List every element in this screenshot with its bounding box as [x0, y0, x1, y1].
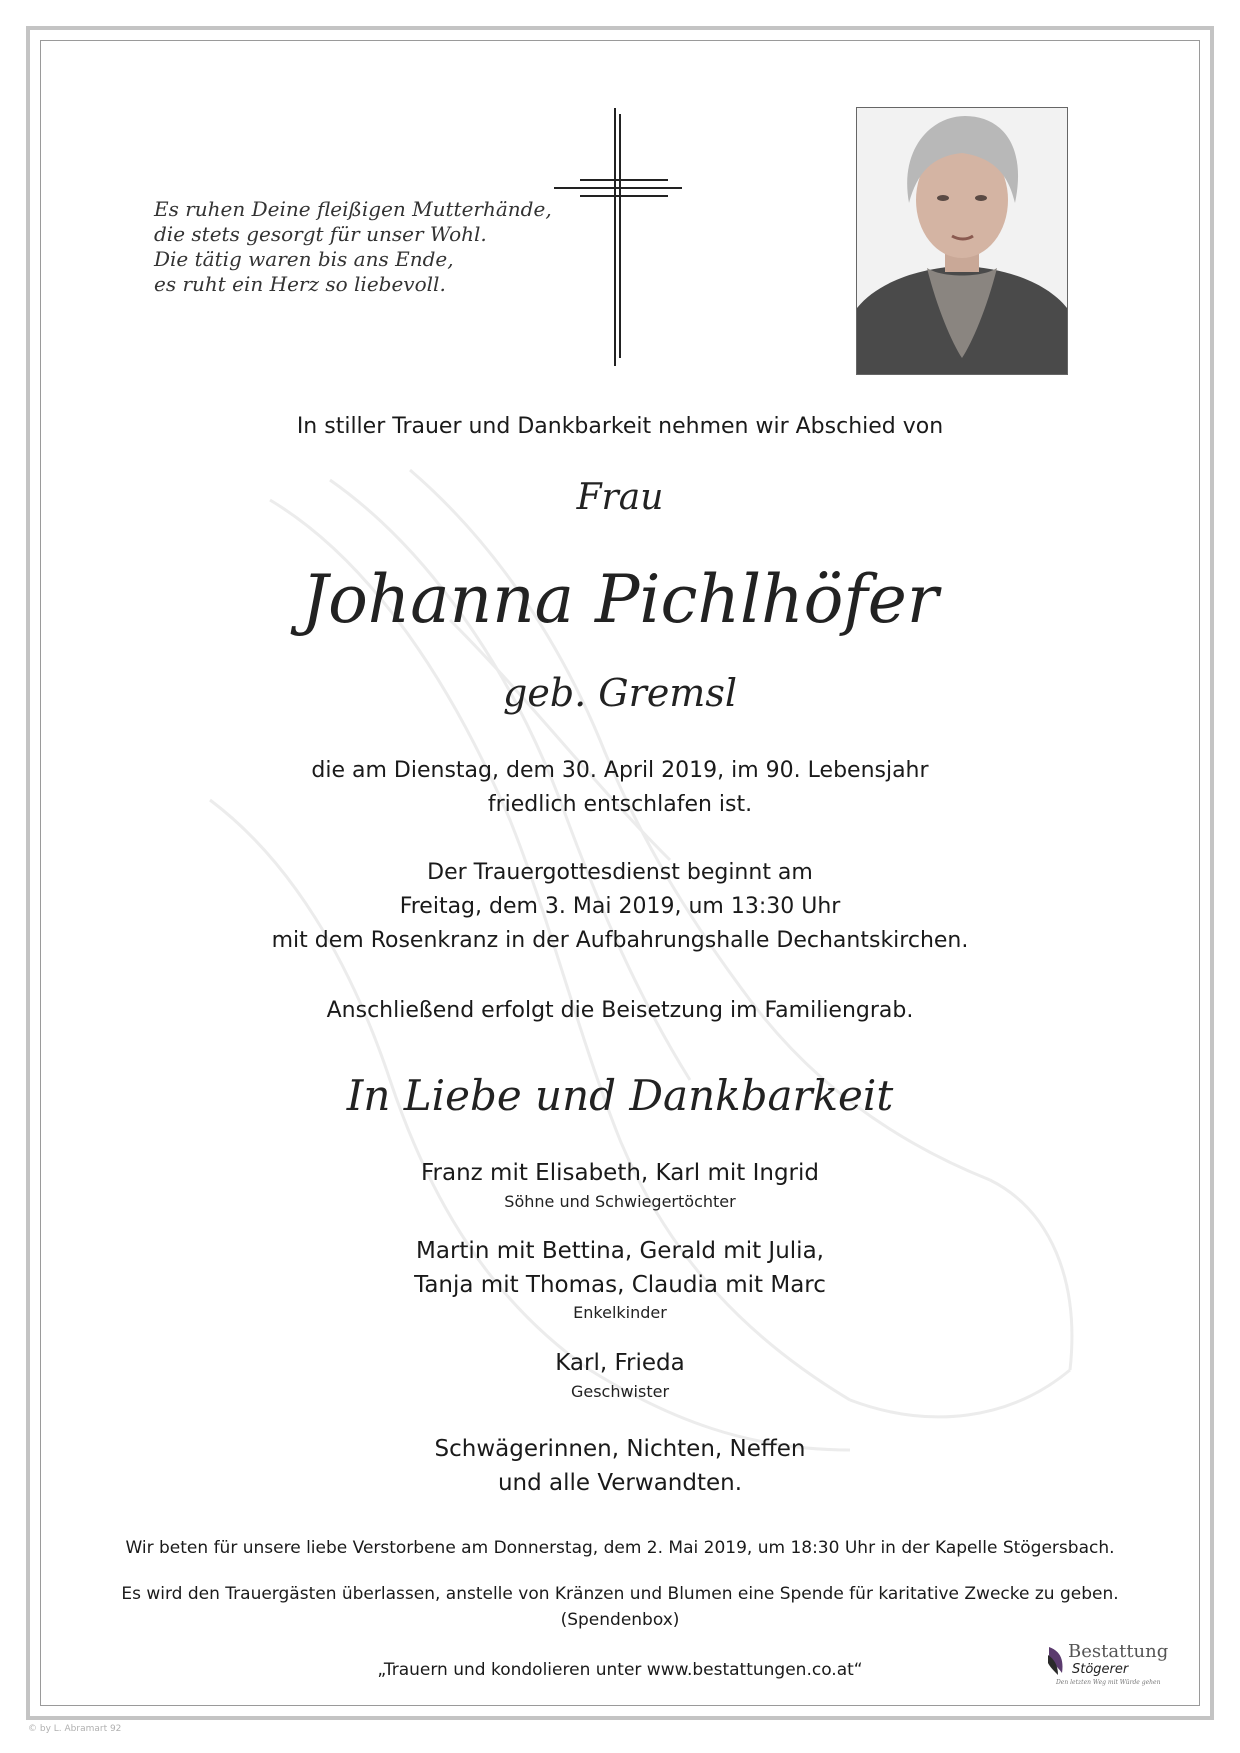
service-line: Der Trauergottesdienst beginnt am — [427, 860, 813, 885]
death-line: die am Dienstag, dem 30. April 2019, im 90. Lebensjahr — [311, 758, 929, 783]
mourner-role: Söhne und Schwiegertöchter — [504, 1192, 736, 1211]
logo-feather-icon — [1046, 1645, 1066, 1677]
portrait-photo — [856, 107, 1068, 375]
cross-icon — [550, 108, 686, 366]
love-heading: In Liebe und Dankbarkeit — [346, 1071, 894, 1120]
mourner-role: Enkelkinder — [573, 1303, 667, 1322]
death-line: friedlich entschlafen ist. — [487, 792, 753, 817]
funeral-home-logo — [1046, 1641, 1174, 1691]
salutation: Frau — [576, 477, 664, 518]
donation-notice: (Spendenbox) — [560, 1610, 680, 1630]
logo-tagline: Den letzten Weg mit Würde gehen — [1056, 1679, 1161, 1686]
poem-line: Es ruhen Deine fleißigen Mutterhände, — [154, 197, 552, 221]
poem-line: es ruht ein Herz so liebevoll. — [154, 272, 446, 296]
burial-text: Anschließend erfolgt die Beisetzung im Familiengrab. — [326, 998, 914, 1023]
mourner-grandchildren: Martin mit Bettina, Gerald mit Julia, — [416, 1238, 824, 1264]
mourner-role: Geschwister — [570, 1382, 670, 1401]
donation-notice: Es wird den Trauergästen überlassen, anstelle von Kränzen und Blumen eine Spende für karitative Zwecke zu geben. — [121, 1584, 1119, 1604]
mourner-others: Schwägerinnen, Nichten, Neffen — [434, 1436, 806, 1462]
poem-line: die stets gesorgt für unser Wohl. — [154, 222, 487, 246]
condolence-link: „Trauern und kondolieren unter www.bestattungen.co.at“ — [377, 1660, 863, 1680]
intro-text: In stiller Trauer und Dankbarkeit nehmen wir Abschied von — [296, 414, 944, 439]
poem-line: Die tätig waren bis ans Ende, — [154, 247, 454, 271]
logo-name: Bestattung — [1068, 1641, 1169, 1662]
poem — [154, 197, 554, 297]
maiden-name: geb. Gremsl — [503, 671, 737, 715]
mourner-grandchildren: Tanja mit Thomas, Claudia mit Marc — [414, 1272, 826, 1298]
service-line: Freitag, dem 3. Mai 2019, um 13:30 Uhr — [399, 894, 841, 919]
mourner-siblings: Karl, Frieda — [555, 1350, 685, 1376]
mourner-sons: Franz mit Elisabeth, Karl mit Ingrid — [420, 1160, 819, 1186]
deceased-name: Johanna Pichlhöfer — [301, 561, 939, 638]
copyright: © by L. Abramart 92 — [28, 1724, 122, 1734]
logo-subtitle: Stögerer — [1072, 1662, 1129, 1677]
service-line: mit dem Rosenkranz in der Aufbahrungshalle Dechantskirchen. — [271, 928, 969, 953]
mourner-others: und alle Verwandten. — [497, 1470, 743, 1496]
prayer-notice: Wir beten für unsere liebe Verstorbene am Donnerstag, dem 2. Mai 2019, um 18:30 Uhr in der Kapelle Stögersbach. — [125, 1538, 1115, 1558]
